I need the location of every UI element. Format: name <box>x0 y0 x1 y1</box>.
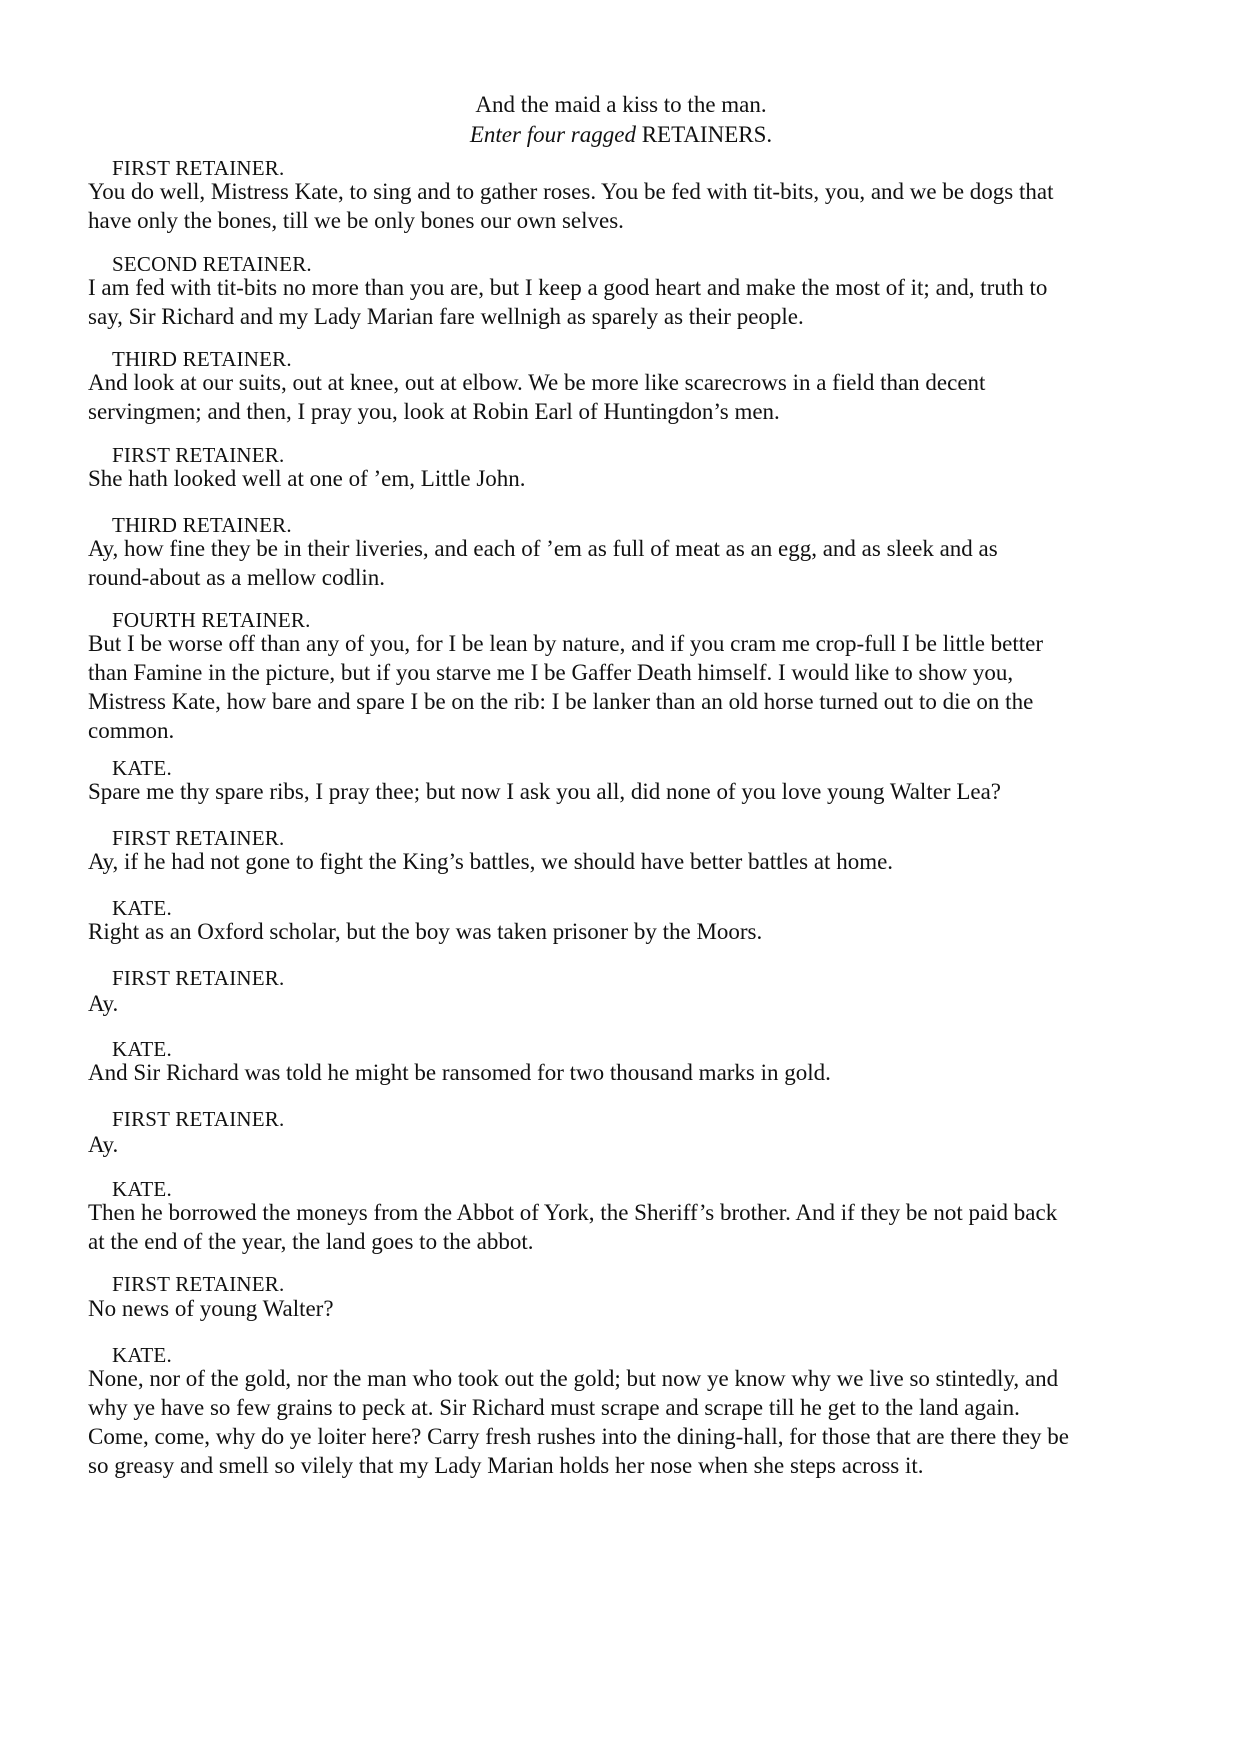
speech-block <box>88 534 1168 592</box>
verse-line: And the maid a kiss to the man. <box>475 92 767 117</box>
speaker-name: THIRD RETAINER. <box>112 347 292 371</box>
speech-line: round-about as a mellow codlin. <box>88 565 386 590</box>
speech-block <box>88 464 1168 493</box>
stage-direction-text: Enter four ragged <box>469 122 636 147</box>
speech-line: None, nor of the gold, nor the man who took out the gold; but now ye know why we live so stintedly, and <box>88 1366 1059 1391</box>
speech-line: Come, come, why do ye loiter here? Carry fresh rushes into the dining-hall, for those that are there they be <box>88 1424 1070 1449</box>
speech-line: Ay, how fine they be in their liveries, and each of ’em as full of meat as an egg, and as sleek and as <box>88 536 998 561</box>
speech-block <box>88 1130 1168 1159</box>
speech-line: Right as an Oxford scholar, but the boy was taken prisoner by the Moors. <box>88 919 763 944</box>
speaker-name: KATE. <box>112 1343 172 1367</box>
speech-line: And Sir Richard was told he might be ransomed for two thousand marks in gold. <box>88 1060 831 1085</box>
speech-line: servingmen; and then, I pray you, look at Robin Earl of Huntingdon’s men. <box>88 399 780 424</box>
speech-line: Ay, if he had not gone to fight the King’s battles, we should have better battles at home. <box>88 849 894 874</box>
speech-block <box>88 777 1168 806</box>
speaker-name: KATE. <box>112 756 172 780</box>
speaker-name: FIRST RETAINER. <box>112 443 285 467</box>
speech-line: say, Sir Richard and my Lady Marian fare wellnigh as sparely as their people. <box>88 304 804 329</box>
speech-line: have only the bones, till we be only bones our own selves. <box>88 208 624 233</box>
speech-block <box>88 917 1168 946</box>
speaker-name: SECOND RETAINER. <box>112 252 312 276</box>
speech-block <box>88 273 1168 331</box>
speech-line: Ay. <box>88 991 119 1016</box>
speech-line: She hath looked well at one of ’em, Little John. <box>88 466 526 491</box>
speaker-name: FOURTH RETAINER. <box>112 608 311 632</box>
speech-line: at the end of the year, the land goes to the abbot. <box>88 1229 534 1254</box>
speaker-name: FIRST RETAINER. <box>112 1107 285 1131</box>
speaker-name: FIRST RETAINER. <box>112 1272 285 1296</box>
speech-block <box>88 368 1168 426</box>
speaker-name: FIRST RETAINER. <box>112 156 285 180</box>
stage-direction-name: RETAINERS <box>641 122 767 147</box>
speech-line: And look at our suits, out at knee, out at elbow. We be more like scarecrows in a field than decent <box>88 370 986 395</box>
speech-line: I am fed with tit-bits no more than you are, but I keep a good heart and make the most of it; and, truth to <box>88 275 1048 300</box>
speech-block <box>88 847 1168 876</box>
stage-direction-punct: . <box>766 122 773 147</box>
stage-direction <box>0 120 1242 150</box>
speech-line: than Famine in the picture, but if you starve me I be Gaffer Death himself. I would like to show you, <box>88 660 1014 685</box>
speech-block <box>88 989 1168 1018</box>
speech-line: common. <box>88 718 175 743</box>
speech-line: Then he borrowed the moneys from the Abbot of York, the Sheriff’s brother. And if they be not paid back <box>88 1200 1058 1225</box>
speech-block <box>88 629 1168 745</box>
speech-line: why ye have so few grains to peck at. Sir Richard must scrape and scrape till he get to the land again. <box>88 1395 1020 1420</box>
speech-block <box>88 1364 1168 1480</box>
speaker-name: FIRST RETAINER. <box>112 826 285 850</box>
speech-line: You do well, Mistress Kate, to sing and to gather roses. You be fed with tit-bits, you, and we be dogs that <box>88 179 1054 204</box>
speech-line: No news of young Walter? <box>88 1296 334 1321</box>
speaker-name: KATE. <box>112 896 172 920</box>
speech-block <box>88 1058 1168 1087</box>
speech-block <box>88 177 1168 235</box>
speech-line: Mistress Kate, how bare and spare I be on the rib: I be lanker than an old horse turned out to die on the <box>88 689 1034 714</box>
speech-line: Spare me thy spare ribs, I pray thee; but now I ask you all, did none of you love young Walter Lea? <box>88 779 1002 804</box>
speaker-name: FIRST RETAINER. <box>112 966 285 990</box>
speech-line: But I be worse off than any of you, for I be lean by nature, and if you cram me crop-full I be little better <box>88 631 1044 656</box>
speaker-name: KATE. <box>112 1037 172 1061</box>
speaker-name: THIRD RETAINER. <box>112 513 292 537</box>
speaker-name: KATE. <box>112 1177 172 1201</box>
speech-block <box>88 1198 1168 1256</box>
speech-line: Ay. <box>88 1132 119 1157</box>
speech-block <box>88 1294 1168 1323</box>
speech-line: so greasy and smell so vilely that my Lady Marian holds her nose when she steps across it. <box>88 1453 924 1478</box>
